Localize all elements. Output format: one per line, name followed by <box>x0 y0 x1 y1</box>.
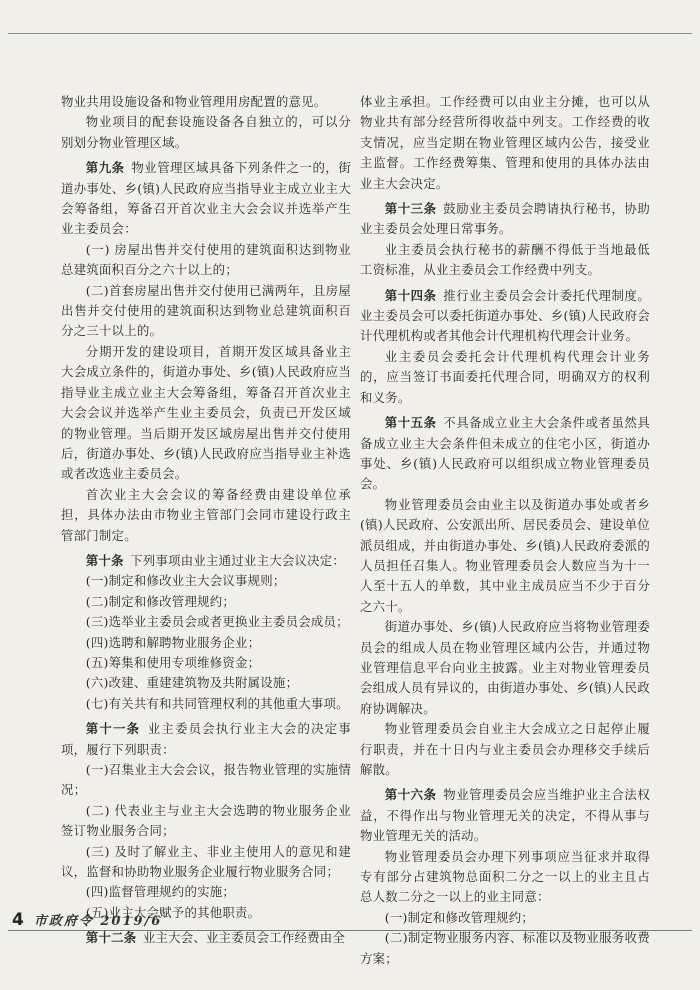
paragraph: (二)制定和修改管理规约； <box>85 593 236 609</box>
paragraph: (三) 及时了解业主、非业主使用人的意见和建议，监督和协助物业服务企业履行物业服务合同； <box>61 843 351 880</box>
footer-rule <box>8 930 692 931</box>
paragraph: 业主委员会委托会计代理机构代理会计业务的，应当签订书面委托代理合同，明确双方的权利和义务。 <box>360 348 650 405</box>
paragraph: (一) 房屋出售并交付使用的建筑面积达到物业总建筑面积百分之六十以上的； <box>61 241 351 278</box>
article-text: 物业管理委员会应当维护业主合法权益，不得作出与物业管理无关的决定，不得从事与物业管理无关的活动。 <box>360 787 650 844</box>
article-number: 第十五条 <box>384 415 437 431</box>
paragraph: (一)召集业主大会会议，报告物业管理的实施情况； <box>61 762 351 798</box>
article-number: 第十四条 <box>384 287 437 303</box>
paragraph: (二)制定物业服务内容、标准以及物业服务收费方案； <box>360 930 650 966</box>
paragraph: 物业共用设施设备和物业管理用房配置的意见。 <box>61 94 327 109</box>
article-text: 业主大会、业主委员会工作经费由全 <box>142 930 346 946</box>
paragraph: 分期开发的建设项目，首期开发区域具备业主大会成立条件的，街道办事处、乡(镇)人民政府应当指导业主成立业主大会筹备组，筹备召开首次业主大会会议并选举产生业主委员会，负责已开发区域的物业管理。当后期开发区域房屋出售并交付使用后，街道办事处、乡(镇)人民政府应当指导业主补选或者改选业主委员会。 <box>61 343 351 482</box>
article-paragraph <box>360 413 650 495</box>
article-number: 第十六条 <box>384 787 437 803</box>
paragraph: 业主委员会执行秘书的薪酬不得低于当地最低工资标准，从业主委员会工作经费中列支。 <box>360 241 650 278</box>
paragraph: (四)监督管理规约的实施； <box>85 884 236 900</box>
article-text: 不具备成立业主大会条件或者虽然具备成立业主大会条件但未成立的住宅小区，街道办事处、乡(镇)人民政府可以组织成立物业管理委员会。 <box>360 415 650 492</box>
header-rule <box>8 33 692 34</box>
paragraph: (七)有关共有和共同管理权利的其他重大事项。 <box>85 695 349 711</box>
article-number: 第九条 <box>85 160 125 176</box>
paragraph: 物业管理委员会自业主大会成立之日起停止履行职责，并在十日内与业主委员会办理移交手续后解散。 <box>360 721 650 777</box>
article-text: 业主委员会执行业主大会的决定事项，履行下列职责： <box>61 721 352 757</box>
article-paragraph <box>360 286 650 347</box>
article-number: 第十条 <box>85 552 124 568</box>
article-number: 第十一条 <box>85 721 141 737</box>
article-paragraph <box>61 928 351 948</box>
paragraph: (六)改建、重建建筑物及共附属设施； <box>85 675 299 691</box>
paragraph: (五)筹集和使用专项维修资金； <box>85 654 261 670</box>
paragraph: (三)选举业主委员会或者更换业主委员会成员； <box>85 614 349 630</box>
paragraph: 体业主承担。工作经费可以由业主分摊，也可以从物业共有部分经营所得收益中列支。工作经费的收支情况，应当定期在物业管理区域内公告，接受业主监督。工作经费筹集、管理和使用的具体办法由业主大会决定。 <box>360 94 650 191</box>
article-text: 下列事项由业主通过业主大会议决定： <box>130 552 346 568</box>
paragraph: 街道办事处、乡(镇)人民政府应当将物业管理委员会的组成人员在物业管理区域内公告，并通过物业管理信息平台向业主披露。业主对物业管理委员会组成人员有异议的，由街道办事处、乡(镇)人民政府协调解决。 <box>360 619 650 716</box>
article-number: 第十二条 <box>85 930 137 946</box>
article-paragraph <box>61 551 351 571</box>
paragraph: (四)选聘和解聘物业服务企业； <box>85 634 261 650</box>
page-footer <box>12 910 162 930</box>
paragraph: (五)业主大会赋予的其他职责。 <box>85 904 261 920</box>
article-number: 第十三条 <box>384 201 437 217</box>
paragraph: 物业项目的配套设施设备各自独立的，可以分别划分物业管理区域。 <box>61 114 351 150</box>
paragraph: (一)制定和修改业主大会议事规则； <box>85 573 286 589</box>
paragraph: (一)制定和修改管理规约； <box>384 909 535 925</box>
right-column <box>360 92 650 969</box>
article-paragraph <box>360 785 650 846</box>
article-paragraph <box>61 719 351 760</box>
paragraph: (二) 代表业主与业主大会选聘的物业服务企业签订物业服务合同； <box>61 802 351 839</box>
left-column <box>61 92 351 949</box>
paragraph: 物业管理委员会由业主以及街道办事处或者乡(镇)人民政府、公安派出所、居民委员会、建设单位派员组成，并由街道办事处、乡(镇)人民政府委派的人员担任召集人。物业管理委员会人数应当为十一人至十五人的单数，其中业主成员应当不少于百分之六十。 <box>360 496 650 614</box>
paragraph: 物业管理委员会办理下列事项应当征求并取得专有部分占建筑物总面积二分之一以上的业主且占总人数二分之一以上的业主同意： <box>360 848 650 905</box>
article-text: 推行业主委员会会计委托代理制度。业主委员会可以委托街道办事处、乡(镇)人民政府会计代理机构或者其他会计代理机构代理会计业务。 <box>360 287 650 344</box>
article-paragraph <box>61 158 351 240</box>
article-paragraph <box>360 199 650 240</box>
paragraph: 首次业主大会会议的筹备经费由建设单位承担，具体办法由市物业主管部门会同市建设行政主管部门制定。 <box>61 486 351 543</box>
page-number: 4 <box>12 910 24 930</box>
article-text: 物业管理区域具备下列条件之一的，街道办事处、乡(镇)人民政府应当指导业主成立业主大会筹备组，筹备召开首次业主大会会议并选举产生业主委员会： <box>61 160 351 237</box>
article-text: 鼓励业主委员会聘请执行秘书，协助业主委员会处理日常事务。 <box>360 201 650 237</box>
magazine-title: 市政府令 2019/6 <box>33 914 163 929</box>
paragraph: (二)首套房屋出售并交付使用已满两年，且房屋出售并交付使用的建筑面积达到物业总建筑面积百分之三十以上的。 <box>61 282 351 339</box>
